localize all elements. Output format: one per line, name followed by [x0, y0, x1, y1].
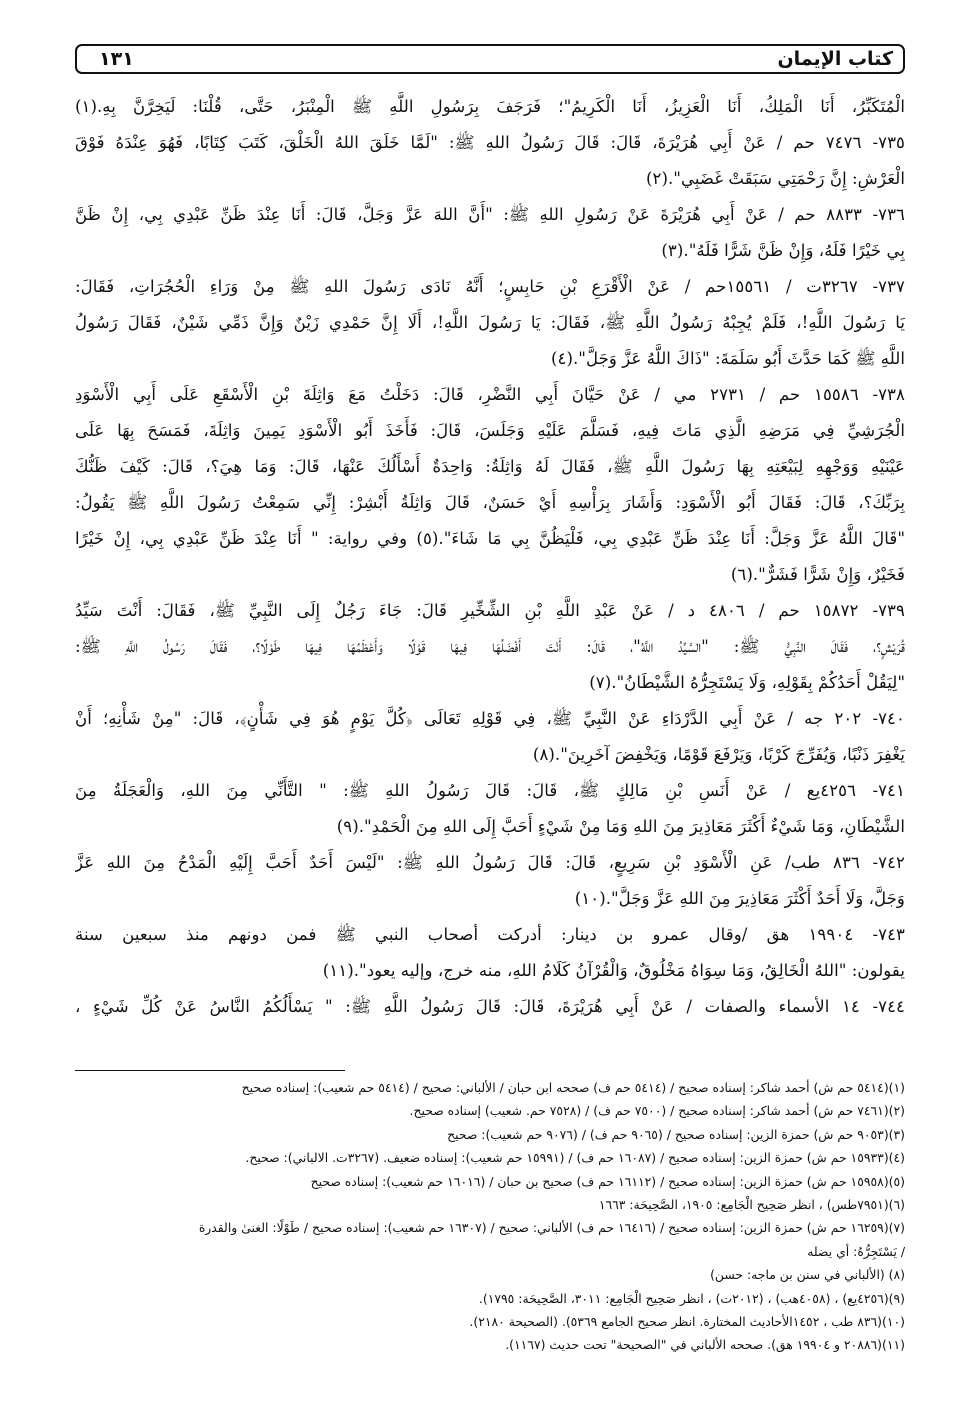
text-line: ٧٤٤- ١٤ الأسماء والصفات / عَنْ أَبِي هُرَيْرَةَ، قَالَ: قَالَ رَسُولُ اللَّهِ ﷺ: " يَسْأَلُكُمُ النَّاسُ عَنْ كُلِّ شَيْءٍ ، [75, 996, 905, 1016]
footnote: (١)(٥٤١٤ حم ش) أحمد شاكر: إسناده صحيح / (٥٤١٤ حم ف) صححه ابن حبان / الألباني: صحيح / (٥٤١٤ حم شعيب): إسناده صحيح [241, 1080, 905, 1095]
text-line: الشَّيْطَانِ، وَمَا شَيْءٌ أَكْثَرَ مَعَاذِيرَ مِنَ اللهِ وَمَا مِنْ شَيْءٍ أَحَبَّ إِلَى اللهِ مِنَ الْحَمْدِ".(٩) [336, 816, 905, 836]
text-line: يَا رَسُولَ اللَّهِ!، فَلَمْ يُجِبْهُ رَسُولُ اللَّهِ ﷺ، فَقَالَ: يَا رَسُولَ اللَّهِ!، أَلَا إِنَّ حَمْدِي زَيْنٌ وَإِنَّ ذَمِّي شَيْنٌ، فَقَالَ رَسُولُ [75, 312, 905, 332]
footnote-divider [75, 1070, 345, 1071]
text-line: بِرَبِّكَ؟، قَالَ: فَقَالَ أَبُو الْأَسْوَدِ: وَأَشَارَ بِرَأْسِهِ أَيْ حَسَنٌ، قَالَ وَاثِلَةُ أَبْشِرْ: إِنِّي سَمِعْتُ رَسُولَ اللَّهِ ﷺ يَقُولُ: [75, 492, 905, 512]
footnote: (٩)(٤٢٥٦يع) ، (٤٠٥٨هب) ، (٢٠١٢ت) ، انظر صَحِيح الْجَامِع: ٣٠١١، الصَّحِيحَة: ١٧٩٥). [478, 1290, 905, 1306]
text-line: يَغْفِرَ ذَنْبًا، وَيُفَرِّجَ كَرْبًا، وَيَرْفَعَ قَوْمًا، وَيَخْفِضَ آخَرِينَ".(٨) [532, 744, 905, 764]
text-line: ٧٤٣- ١٩٩٠٤ هق /وقال عمرو بن دينار: أدركت أصحاب النبي ﷺ فمن دونهم منذ سبعين سنة [75, 924, 905, 944]
page-number: ١٣١ [99, 48, 134, 70]
text-line: قُرَيْشٍ؟، فَقَالَ النَّبِيُّ ﷺ: "السَّيِّدُ اللَّهُ"، قَالَ: أَنْتَ أَفْضَلُهَا فِيهَا قَوْلًا وَأَعْظَمُهَا فِيهَا طَوْلًا؟، فَقَالَ رَسُولُ اللَّهِ ﷺ: [75, 636, 905, 656]
footnote: (٧)(١٦٢٥٩ حم ش) حمزة الزين: إسناده صحيح / (١٦٤١٦ حم ف) الألباني: صحيح / (١٦٣٠٧ حم شعيب): إسناده صحيح / طَوْلًا: الغنىٰ والقدرة [198, 1220, 905, 1236]
text-line: وَجَلَّ، وَلَا أَحَدٌ أَكْثَرَ مَعَاذِيرَ مِنَ اللهِ عَزَّ وَجَلَّ".(١٠) [574, 888, 905, 908]
text-line: اللَّهِ ﷺ كَمَا حَدَّثَ أَبُو سَلَمَةَ: "ذَاكَ اللَّهُ عَزَّ وَجَلَّ".(٤) [550, 348, 905, 368]
text-line: ٧٣٧- ٣٢٦٧ت / ١٥٥٦١حم / عَنْ الْأَقْرَعِ بْنِ حَابِسٍ؛ أَنَّهُ نَادَى رَسُولَ اللهِ ﷺ مِنْ وَرَاءِ الْحُجُرَاتِ، فَقَالَ: [75, 276, 905, 296]
footnote: (٣)(٩٠٥٣ حم ش) حمزة الزين: إسناده صحيح / (٩٠٦٥ حم ف) / (٩٠٧٦ حم شعيب): صحيح [447, 1126, 905, 1142]
text-line: فَخَيْرٌ، وَإِنْ شَرًّا فَشَرٌّ".(٦) [730, 564, 905, 584]
text-line: ٧٣٦- ٨٨٣٣ حم / عَنْ أَبِي هُرَيْرَةَ عَنْ رَسُولِ اللهِ ﷺ: "أَنَّ اللهَ عَزَّ وَجَلَّ، قَالَ: أَنَا عِنْدَ ظَنِّ عَبْدِي بِي، إِنْ ظَنَّ [75, 204, 905, 224]
footnote: (٥)(١٥٩٥٨ حم ش) حمزة الزين: إسناده صحيح / (١٦١١٢ حم ف) صحيح بن حبان / (١٦٠١٦ حم شعيب): إسناده صحيح [310, 1173, 905, 1189]
text-line: بِي خَيْرًا فَلَهُ، وَإِنْ ظَنَّ شَرًّا فَلَهُ".(٣) [661, 240, 905, 260]
text-line: ٧٤٠- ٢٠٢ جه / عَنْ أَبِي الدَّرْدَاءِ عَنْ النَّبِيِّ ﷺ، فِي قَوْلِهِ تَعَالَى ﴿كُلَّ يَوْمٍ هُوَ فِي شَأْنٍ﴾، قَالَ: "مِنْ شَأْنِهِ؛ أَنْ [75, 708, 905, 728]
footnote: (٤)(١٥٩٣٣ حم ش) حمزة الزين: إسناده صحيح / (١٦٠٨٧ حم ف) / (١٥٩٩١ حم شعيب): إسناده ضعيف. (٣٢٦٧ت. الالباني): صحيح. [245, 1150, 905, 1166]
footnote: (٨) (الألباني في سنن بن ماجه: حسن) [710, 1267, 905, 1283]
text-line: ٧٣٩- ١٥٨٧٢ حم / ٤٨٠٦ د / عَنْ عَبْدِ اللَّهِ بْنِ الشِّخِّيرِ قَالَ: جَاءَ رَجُلٌ إِلَى النَّبِيِّ ﷺ، فَقَالَ: أَنْتَ سَيِّدُ [75, 600, 905, 620]
footnotes [75, 1076, 905, 1357]
text-line: ٧٣٨- ١٥٥٨٦ حم / ٢٧٣١ مي / عَنْ حَيَّانَ أَبِي النَّضْرِ، قَالَ: دَخَلْتُ مَعَ وَاثِلَةَ بْنِ الْأَسْقَعِ عَلَى أَبِي الْأَسْوَدِ [75, 384, 905, 404]
text-line: الْعَرْشِ: إِنَّ رَحْمَتِي سَبَقَتْ غَضَبِي".(٢) [645, 168, 905, 188]
text-line: الْمُتَكَبِّرُ، أَنَا الْمَلِكُ، أَنَا الْعَزِيزُ، أَنَا الْكَرِيمُ"؛ فَرَجَفَ بِرَسُولِ اللَّهِ ﷺ الْمِنْبَرُ، حَتَّى، قُلْنَا: لَيَخِرَّنَّ بِهِ.(١) [75, 96, 905, 116]
hadith-text [75, 88, 905, 1024]
text-line: عَيْنَيْهِ وَوَجْهِهِ لِبَيْعَتِهِ بِهَا رَسُولَ اللَّهِ ﷺ، فَقَالَ لَهُ وَاثِلَةُ: وَاحِدَةٌ أَسْأَلُكَ عَنْهَا، قَالَ: وَمَا هِيَ؟، قَالَ: كَيْفَ ظَنُّكَ [75, 456, 905, 476]
footnote: (١١)(٢٠٨٨٦ و ١٩٩٠٤ هق). صححه الألباني في "الصحيحة" تحت حديث (١١٦٧). [505, 1337, 905, 1353]
text-line: ٧٣٥- ٧٤٧٦ حم / عَنْ أَبِي هُرَيْرَةَ، قَالَ: قَالَ رَسُولُ اللهِ ﷺ: "لَمَّا خَلَقَ اللهُ الْخَلْقَ، كَتَبَ كِتَابًا، فَهُوَ عِنْدَهُ فَوْقَ [75, 132, 905, 152]
text-line: "لِيَقُلْ أَحَدُكُمْ بِقَوْلِهِ، وَلَا يَسْتَجِرُّهُ الشَّيْطَانُ".(٧) [589, 672, 905, 692]
footnote: (١٠)(٨٣٦ طب ، ١٤٥٢الأحاديث المختارة. انظر صحيح الجامع ٥٣٦٩). (الصحيحة ٢١٨٠). [469, 1313, 905, 1329]
text-line: يقولون: "اللهُ الْخَالِقُ، وَمَا سِوَاهُ مَخْلُوقٌ، وَالْقُرْآنُ كَلَامُ اللهِ، منه خرج، وإليه يعود".(١١) [322, 960, 905, 980]
text-line: الْجُرَشِيِّ فِي مَرَضِهِ الَّذِي مَاتَ فِيهِ، فَسَلَّمَ عَلَيْهِ وَجَلَسَ، قَالَ: فَأَخَذَ أَبُو الْأَسْوَدِ يَمِينَ وَاثِلَةَ، فَمَسَحَ بِهَا عَلَى [75, 420, 905, 440]
text-line: ٧٤٢- ٨٣٦ طب/ عَنِ الْأَسْوَدِ بْنِ سَرِيعٍ، قَالَ: قَالَ رَسُولُ اللهِ ﷺ: "لَيْسَ أَحَدٌ أَحَبَّ إِلَيْهِ الْمَدْحُ مِنَ اللهِ عَزَّ [75, 852, 905, 872]
footnote: (٢)(٧٤٦١ حم ش) أحمد شاكر: إسناده صحيح / (٧٥٠٠ حم ف) / (٧٥٢٨ حم. شعيب) إسناده صحيح. [409, 1103, 905, 1119]
footnote: (٦)(٧٩٥١طس) ، انظر صَحِيح الْجَامِع: ١٩٠٥، الصَّحِيحَة: ١٦٦٣ [598, 1196, 905, 1212]
page-header [75, 44, 905, 74]
chapter-title: كتاب الإيمان [777, 48, 893, 70]
footnote: / يَسْتَجِرُّهُ: أي يضله [807, 1243, 905, 1259]
text-line: "قَالَ اللَّهُ عَزَّ وَجَلَّ: أَنَا عِنْدَ ظَنِّ عَبْدِي بِي، فَلْيَظُنَّ بِي مَا شَاءَ".(٥) وفي رواية: " أَنَا عِنْدَ ظَنِّ عَبْدِي بِي، إِنْ خَيْرًا [75, 528, 905, 548]
text-line: ٧٤١- ٤٢٥٦يع / عَنْ أَنَسِ بْنِ مَالِكٍ ﷺ، قَالَ: قَالَ رَسُولُ اللهِ ﷺ: " التَّأَنِّي مِنَ اللهِ، وَالْعَجَلَةُ مِنَ [75, 780, 905, 800]
